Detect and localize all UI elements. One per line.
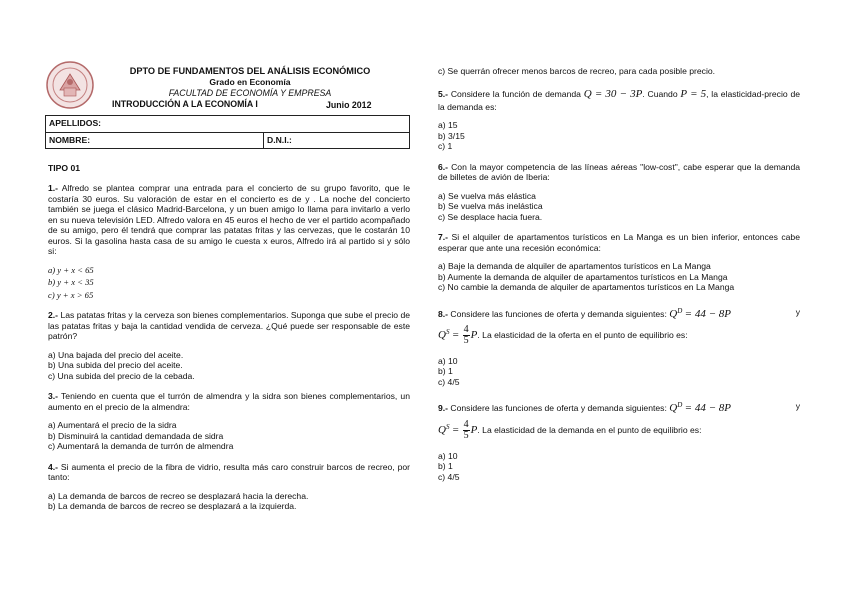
q2-option-b[interactable]: b) Una subida del precio del aceite. — [48, 360, 183, 371]
q9-and: y — [795, 401, 800, 412]
q1-option-b[interactable]: b) y + x < 35 — [48, 277, 94, 288]
question-3-text: Teniendo en cuenta que el turrón de almendra y la sidra son bienes complementarios, un aumento en el precio de la almendra: — [48, 391, 410, 412]
q9-demand-rhs: = 44 − 8P — [684, 402, 731, 415]
q5-option-c[interactable]: c) 1 — [438, 141, 453, 152]
q5-option-a[interactable]: a) 15 — [438, 120, 458, 131]
question-9-text-pre: Considere las funciones de oferta y demanda siguientes: — [450, 403, 667, 414]
nombre-label: NOMBRE: — [49, 135, 91, 145]
q7-option-b[interactable]: b) Aumente la demanda de alquiler de apartamentos turísticos en La Manga — [438, 271, 728, 282]
dni-label: D.N.I.: — [267, 135, 292, 145]
q6-option-a[interactable]: a) Se vuelva más elástica — [438, 190, 536, 201]
question-9-text-post: . La elasticidad de la demanda en el punto de equilibrio es: — [477, 424, 702, 435]
q9-supply-sup: S — [445, 422, 450, 431]
question-8-number: 8.- — [438, 308, 449, 319]
q8-equals: = — [451, 328, 460, 341]
q8-demand-sup: D — [677, 306, 683, 315]
form-divider — [263, 132, 264, 149]
question-6-text: Con la mayor competencia de las líneas aéreas "low-cost", cabe esperar que la demanda de billetes de avión de Iberia: — [438, 161, 800, 183]
department-title: DPTO DE FUNDAMENTOS DEL ANÁLISIS ECONÓMICO — [129, 66, 371, 76]
q2-option-a[interactable]: a) Una bajada del precio del aceite. — [48, 349, 184, 360]
q5-price-condition: P = 5 — [680, 88, 707, 101]
question-5 — [438, 88, 800, 112]
question-3-options — [48, 420, 410, 451]
q8-and: y — [795, 306, 800, 317]
question-5-options — [438, 120, 800, 151]
exam-date: Junio 2012 — [326, 100, 372, 110]
q2-option-c[interactable]: c) Una subida del precio de la cebada. — [48, 370, 195, 381]
question-8-options — [438, 356, 800, 387]
q4-option-a[interactable]: a) La demanda de barcos de recreo se desplazará hacia la derecha. — [48, 490, 309, 501]
q4-option-b[interactable]: b) La demanda de barcos de recreo se desplazará a la izquierda. — [48, 501, 297, 512]
q9-fraction — [463, 420, 470, 441]
question-8-text-pre: Considere las funciones de oferta y demanda siguientes: — [450, 308, 667, 319]
question-1 — [48, 183, 410, 256]
question-7-number: 7.- — [438, 232, 449, 243]
apellidos-label: APELLIDOS: — [49, 118, 102, 128]
question-9-options — [438, 451, 800, 482]
q8-supply-symbol: Q — [438, 328, 446, 341]
q8-fraction-numerator: 4 — [463, 323, 469, 335]
question-6-number: 6.- — [438, 161, 449, 172]
q8-price-symbol: P — [470, 328, 478, 341]
q3-option-a[interactable]: a) Aumentará el precio de la sidra — [48, 420, 177, 431]
question-7-text: Si el alquiler de apartamentos turísticos en La Manga es un bien inferior, entonces cabe esperar que ante una recesión económica: — [438, 232, 800, 253]
degree-name: Grado en Economía — [209, 77, 291, 88]
question-8-supply-line — [438, 325, 800, 346]
student-info-form — [45, 115, 410, 149]
q8-fraction-denominator: 5 — [463, 334, 469, 346]
q9-option-c[interactable]: c) 4/5 — [438, 471, 460, 482]
question-9 — [438, 401, 800, 415]
q9-price-symbol: P — [470, 423, 478, 436]
question-6-options — [438, 191, 800, 222]
q9-demand-symbol: Q — [669, 402, 678, 415]
q8-option-a[interactable]: a) 10 — [438, 355, 458, 366]
q6-option-c[interactable]: c) Se desplace hacia fuera. — [438, 211, 543, 222]
q8-supply-sup: S — [445, 327, 450, 336]
question-2 — [48, 310, 410, 341]
question-1-options — [48, 265, 410, 300]
q8-option-c[interactable]: c) 4/5 — [438, 376, 460, 387]
question-7-options — [438, 261, 800, 292]
question-4-number: 4.- — [48, 461, 59, 472]
question-1-number: 1.- — [48, 183, 59, 194]
q6-option-b[interactable]: b) Se vuelva más inelástica — [438, 201, 543, 212]
q3-option-c[interactable]: c) Aumentará la demanda de turrón de almendra — [48, 441, 234, 452]
question-4-options — [48, 491, 410, 512]
exam-header — [100, 66, 400, 98]
q9-demand-sup: D — [677, 401, 683, 410]
question-2-number: 2.- — [48, 310, 59, 321]
question-6 — [438, 162, 800, 183]
q1-option-a[interactable]: a) y + x < 65 — [48, 264, 94, 275]
q9-option-a[interactable]: a) 10 — [438, 450, 458, 461]
university-seal-logo — [45, 60, 95, 110]
question-3-number: 3.- — [48, 391, 59, 402]
q9-fraction-denominator: 5 — [463, 429, 469, 441]
question-5-number: 5.- — [438, 89, 449, 100]
q7-option-a[interactable]: a) Baje la demanda de alquiler de apartamentos turísticos en La Manga — [438, 261, 711, 272]
q8-demand-symbol: Q — [669, 307, 678, 320]
q8-option-b[interactable]: b) 1 — [438, 366, 453, 377]
q3-option-b[interactable]: b) Disminuirá la cantidad demandada de sidra — [48, 430, 224, 441]
question-9-supply-line — [438, 420, 800, 441]
question-9-number: 9.- — [438, 403, 449, 414]
question-2-options — [48, 350, 410, 381]
question-3 — [48, 391, 410, 412]
right-column — [438, 66, 800, 492]
q1-option-c[interactable]: c) y + x > 65 — [48, 289, 94, 300]
question-4-text: Si aumenta el precio de la fibra de vidrio, resulta más caro construir barcos de recreo, por tanto: — [48, 461, 410, 483]
q5-demand-formula: Q = 30 − 3P — [583, 88, 643, 101]
exam-type: TIPO 01 — [48, 163, 80, 173]
question-5-text-mid: . Cuando — [642, 89, 678, 100]
q5-option-b[interactable]: b) 3/15 — [438, 130, 465, 141]
question-1-text: Alfredo se plantea comprar una entrada para el concierto de su grupo favorito, que le costaría 30 euros. Su valoración de estar en el concierto es de y . La noche del concierto también se juega el clásico Madrid-Barcelona, y un buen amigo lo llama para invitarlo a verlo en su nueva televisión LED. Alfredo valora en 45 euros el hecho de ver el partido acompañado de su amigo, pero él tendrá que comprar las patatas fritas y las cervezas, que le costarán 10 euros. Si la gasolina hasta casa de su amigo le cuesta x euros, Alfredo irá al partido si y sólo si: — [48, 183, 410, 257]
q4-option-c[interactable]: c) Se querrán ofrecer menos barcos de recreo, para cada posible precio. — [438, 66, 716, 76]
q8-fraction — [463, 325, 470, 346]
question-8 — [438, 307, 800, 321]
question-8-text-post: . La elasticidad de la oferta en el punto de equilibrio es: — [477, 329, 688, 340]
q7-option-c[interactable]: c) No cambie la demanda de alquiler de apartamentos turísticos en La Manga — [438, 282, 735, 293]
question-4-options-continued — [438, 66, 800, 76]
q8-demand-rhs: = 44 − 8P — [684, 307, 731, 320]
question-5-text-post: , la elasticidad-precio de la demanda es: — [438, 89, 800, 112]
apellidos-row[interactable] — [46, 116, 409, 133]
question-7 — [438, 232, 800, 253]
course-title: INTRODUCCIÓN A LA ECONOMÍA I — [112, 99, 258, 109]
question-5-text-pre: Considere la función de demanda — [450, 89, 581, 100]
q9-supply-symbol: Q — [438, 423, 446, 436]
q9-equals: = — [451, 423, 460, 436]
faculty-name: FACULTAD DE ECONOMÍA Y EMPRESA — [168, 87, 332, 98]
left-column — [48, 163, 410, 522]
question-2-text: Las patatas fritas y la cerveza son bienes complementarios. Suponga que sube el precio de las patatas fritas y baja la cantidad vendida de cerveza. ¿Qué puede ser responsable de este patrón? — [48, 310, 410, 342]
question-4 — [48, 462, 410, 483]
q9-option-b[interactable]: b) 1 — [438, 461, 453, 472]
q9-fraction-numerator: 4 — [463, 418, 469, 430]
